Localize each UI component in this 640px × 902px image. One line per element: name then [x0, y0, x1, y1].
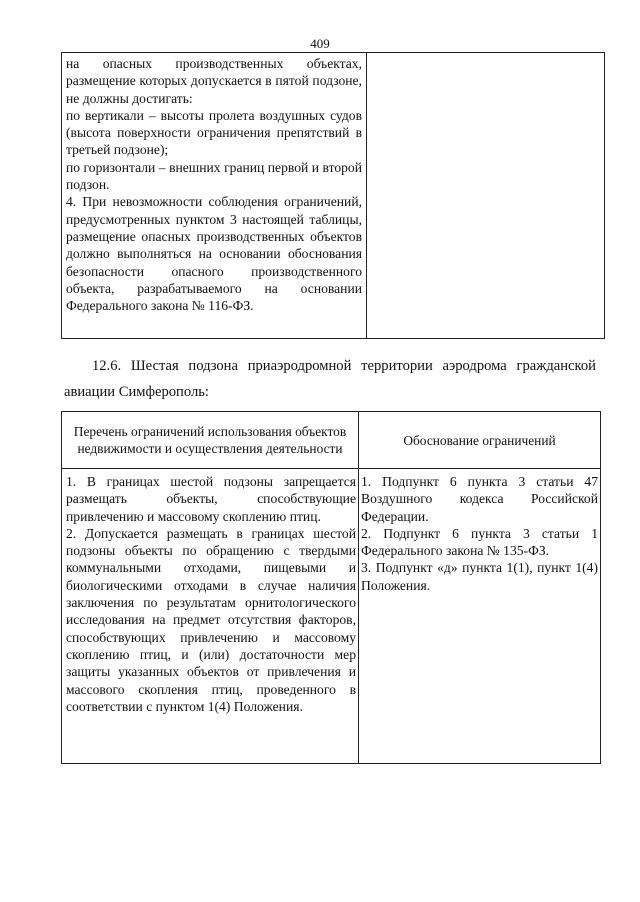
justification-cell — [359, 469, 601, 764]
justification-paragraph: 3. Подпункт «д» пункта 1(1), пункт 1(4) Положения. — [361, 560, 598, 593]
table-row — [62, 469, 601, 764]
restriction-paragraph: по вертикали – высоты пролета воздушных судов (высота поверхности ограничения препятствий в третьей подзоне); — [66, 107, 362, 158]
restrictions-table-continued — [61, 52, 605, 339]
column-header-restrictions: Перечень ограничений использования объектов недвижимости и осуществления деятельности — [62, 412, 359, 469]
justification-cell — [367, 53, 605, 339]
restriction-paragraph: 1. В границах шестой подзоны запрещается размещать объекты, способствующие привлечению и массовому скоплению птиц. — [66, 474, 356, 524]
page-number: 409 — [310, 36, 330, 51]
table-header-row — [62, 412, 601, 469]
table-row — [62, 53, 605, 339]
restriction-paragraph: 4. При невозможности соблюдения ограничений, предусмотренных пунктом 3 настоящей таблицы, размещение опасных производственных объектов должно выполняться на основании обоснования безопасности опасного производственного объекта, разрабатываемого на основании Федерального закона № 116-ФЗ. — [66, 194, 362, 314]
column-header-justification: Обоснование ограничений — [359, 412, 601, 469]
restrictions-cell — [62, 469, 359, 764]
restrictions-cell — [62, 53, 367, 339]
section-heading: 12.6. Шестая подзона приаэродромной территории аэродрома гражданской авиации Симферополь: — [64, 358, 596, 400]
restriction-paragraph: на опасных производственных объектах, размещение которых допускается в пятой подзоне, не должны достигать: — [66, 56, 362, 106]
justification-paragraph: 1. Подпункт 6 пункта 3 статьи 47 Воздушного кодекса Российской Федерации. — [361, 474, 598, 524]
sixth-subzone-table — [61, 411, 601, 764]
restriction-paragraph: 2. Допускается размещать в границах шестой подзоны объекты по обращению с твердыми коммунальными отходами, пищевыми и биологическими отходами в случае наличия заключения по результатам орнитологического исследования на предмет отсутствия факторов, способствующих привлечению и массовому скоплению птиц, и (или) достаточности мер защиты указанных объектов от привлечения и массового скопления птиц, проведенного в соответствии с пунктом 1(4) Положения. — [66, 525, 356, 714]
justification-paragraph: 2. Подпункт 6 пункта 3 статьи 1 Федерального закона № 135-ФЗ. — [361, 525, 598, 559]
restriction-paragraph: по горизонтали – внешних границ первой и второй подзон. — [66, 159, 362, 193]
